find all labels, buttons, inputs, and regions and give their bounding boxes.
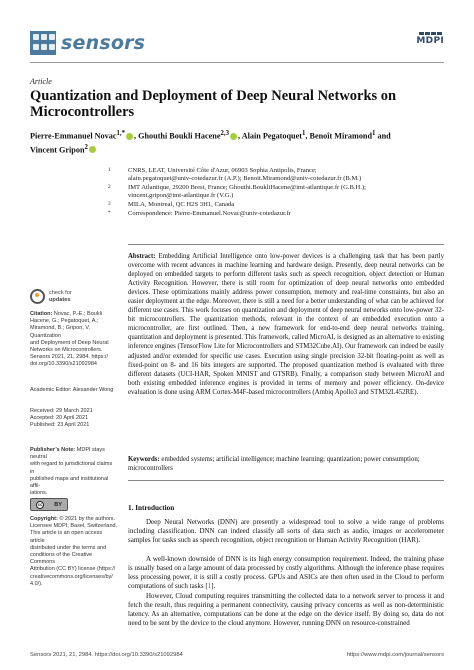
date-published: Published: 23 April 2021 [30, 422, 90, 429]
affiliation-number: 2 [108, 184, 111, 190]
copyright-block [30, 516, 118, 588]
copyright-line[interactable]: 4.0/). [30, 580, 43, 587]
keywords-label: Keywords: [128, 456, 160, 463]
date-received: Received: 29 March 2021 [30, 408, 93, 414]
affiliation-1 [108, 167, 444, 183]
publisher-note-label: Publisher’s Note: [30, 447, 76, 453]
affiliation-3 [108, 201, 444, 209]
publisher-note-line: published maps and institutional affil- [30, 475, 109, 490]
author-affiliation-mark: 1 [372, 130, 376, 137]
affiliation-line[interactable]: IMT Atlantique, 29200 Brest, France; Ghouthi.BoukliHacene@imt-atlantique.fr (G.B.H.); [128, 184, 366, 191]
cc-license-badge[interactable] [30, 498, 68, 511]
author-separator: , [305, 131, 310, 141]
publisher-name: MDPI [416, 36, 444, 46]
check-for-updates-badge[interactable] [30, 289, 72, 304]
citation-line: Networks on Microcontrollers. [30, 347, 103, 354]
author-affiliation-mark: 1,* [116, 130, 126, 137]
citation-line: and Deployment of Deep Neural [30, 339, 109, 346]
article-type: Article [30, 77, 52, 86]
author-list [30, 128, 444, 155]
author-name[interactable]: Ghouthi Boukli Hacene [138, 131, 221, 141]
intro-paragraph-1: Deep Neural Networks (DNN) are presently a widespread tool to solve a wide range of problems including classification. DNN can indeed classify all sorts of data such as audio, images or accelerometer samples for tasks such as speech recognition, object recognition or Human Activity Recognition (HAR). [128, 518, 444, 545]
citation-block [30, 311, 118, 369]
author-separator: , [134, 131, 139, 141]
journal-header [30, 28, 444, 62]
orcid-icon[interactable] [230, 133, 237, 140]
copyright-line: © 2021 by the authors. [59, 516, 116, 522]
copyright-line: Licensee MDPI, Basel, Switzerland. [30, 523, 118, 530]
author-and: and [377, 131, 391, 141]
affiliation-line[interactable]: vincent.gripon@imt-atlantique.fr (V.G.) [128, 192, 234, 199]
copyright-line: distributed under the terms and [30, 544, 107, 551]
article-title: Quantization and Deployment of Deep Neural Networks on Microcontrollers [30, 88, 397, 120]
section-title: 1. Introduction [128, 504, 175, 512]
abstract [128, 252, 444, 397]
author-affiliation-mark: 1 [301, 130, 306, 137]
abstract-label: Abstract: [128, 253, 156, 260]
affiliation-number: 1 [108, 167, 111, 173]
citation-line: Hacene, G.; Pegatoquet, A.; [30, 318, 99, 325]
paragraph-text: ]. [211, 582, 216, 591]
intro-paragraph-3: However, Cloud computing requires transmitting the collected data to a network server to process it and fetch the result, thus requiring a permanent connectivity, causing privacy concerns as well as non-deterministic latency. As an alternative, computations can be done at the edge on the device itself. By doing so, data do not need to be sent by the device to the cloud anymore. However, running DNN on resource-constrained [128, 592, 444, 628]
cc-icon: cc [37, 502, 43, 507]
intro-paragraph-2 [128, 555, 444, 591]
copyright-line: This article is an open access article [30, 530, 103, 544]
copyright-line[interactable]: creativecommons.org/licenses/by/ [30, 573, 113, 580]
reference-link[interactable]: 1 [207, 582, 212, 591]
author-name[interactable]: Vincent Gripon [30, 145, 85, 155]
footer-journal-link[interactable]: https://www.mdpi.com/journal/sensors [346, 652, 444, 658]
affiliation-line: MILA, Montreal, QC H2S 3H1, Canada [128, 201, 235, 208]
author-affiliation-mark: 2 [84, 143, 88, 151]
copyright-line: conditions of the Creative Commons [30, 552, 93, 566]
cc-by-label: BY [54, 501, 62, 508]
keywords-bottom-divider [128, 480, 444, 481]
citation-label: Citation: [30, 311, 53, 317]
journal-logo[interactable] [30, 31, 145, 55]
affiliation-2 [108, 184, 444, 200]
abstract-top-divider [128, 244, 444, 245]
check-for-updates-line: updates [49, 296, 71, 303]
citation-line[interactable]: doi.org/10.3390/s21092984 [30, 361, 97, 368]
citation-line[interactable]: Sensors 2021, 21, 2984. https:// [30, 354, 108, 361]
publisher-note [30, 447, 118, 497]
publisher-note-line: MDPI stays neutral [30, 447, 105, 461]
header-divider [30, 62, 444, 63]
affiliation-number: 3 [108, 201, 111, 207]
copyright-label: Copyright: [30, 516, 58, 522]
affiliation-correspondence [108, 210, 444, 218]
author-separator: , [238, 131, 242, 141]
journal-name: sensors [61, 32, 146, 54]
publisher-logo-icon [419, 32, 442, 35]
copyright-line[interactable]: Attribution (CC BY) license (https:// [30, 566, 116, 573]
keywords-text: embedded systems; artificial intelligence; machine learning; quantization; power consumption; microcontrollers [128, 456, 420, 473]
citation-line: Novac, P.-E.; Boukli [53, 311, 103, 317]
publisher-note-line: with regard to jurisdictional claims in [30, 461, 113, 475]
affiliation-number: * [108, 210, 111, 216]
publication-dates [30, 408, 118, 430]
affiliation-line[interactable]: Correspondence: Pierre-Emmanuel.Novac@univ-cotedazur.fr [128, 210, 291, 217]
academic-editor: Academic Editor: Alexander Wong [30, 387, 114, 393]
citation-line: Miramond, B.; Gripon, V. Quantization [30, 325, 91, 339]
author-name[interactable]: Pierre-Emmanuel Novac [30, 131, 117, 141]
footer-citation[interactable]: Sensors 2021, 21, 2984. https://doi.org/10.3390/s21092984 [30, 652, 183, 658]
affiliation-line: CNRS, LEAT, Université Côte d'Azur, 06903 Sophia Antipolis, France; [128, 167, 317, 174]
publisher-note-line: iations. [30, 490, 48, 497]
author-affiliation-mark: 2,3 [220, 130, 230, 137]
author-name[interactable]: Benoît Miramond [309, 131, 373, 141]
orcid-icon[interactable] [89, 146, 96, 153]
abstract-text: Embedding Artificial Intelligence onto low-power devices is a challenging task that has been partly overcome with recent advances in machine learning and hardware design. Presently, deep neural networks can be deployed on embedded targets to perform different tasks such as speech recognition, object detection or Human Activity Recognition. However, there is still room for optimization of deep neural networks onto embedded devices. These optimizations mainly address power consumption, memory and real-time constraints, but also an easier deployment at the edge. Moreover, there is still a need for a better understanding of what can be achieved for different use cases. This work focuses on quantization and deployment of deep neural networks onto low-power 32-bit microcontrollers. The quantization methods, relevant in the context of an embedded execution onto a microcontroller, are first outlined. Then, a new framework for end-to-end deep neural networks training, quantization and deployment is presented. This framework, called MicroAI, is designed as an alternative to existing inference engines (TensorFlow Lite for Microcontrollers and STM32Cube.AI). Our framework can indeed be easily adjusted and/or extended for specific use cases. Execution using single precision 32-bit floating-point as well as fixed-point on 8- and 16 bits integers are supported. The proposed quantization method is evaluated with three different datasets (UCI-HAR, Spoken MNIST and GTSRB). Finally, a comparison study between MicroAI and both existing embedded inference engines is provided in terms of memory and power efficiency. On-device evaluation is done using ARM Cortex-M4F-based microcontrollers (Ambiq Apollo3 and STM32L452RE). [128, 253, 444, 396]
affiliation-line[interactable]: alain.pegatoquet@univ-cotedazur.fr (A.P.); Benoit.Miramond@univ-cotedazur.fr (B.M.) [128, 175, 362, 182]
date-accepted: Accepted: 20 April 2021 [30, 415, 89, 422]
orcid-icon[interactable] [126, 133, 133, 140]
journal-logo-icon [30, 31, 56, 55]
check-for-updates-line: check for [49, 290, 72, 296]
author-name[interactable]: Alain Pegatoquet [241, 131, 302, 141]
paragraph-text: A well-known downside of DNN is its high energy consumption requirement. Indeed, the training phase is usually based on a large amount of data processed by costly algorithms. Although the inference phase requires less processing power, it is still a costly process. GPUs and ASICs are then often used in the Cloud to perform computations of such tasks [ [128, 555, 444, 591]
keywords [128, 455, 444, 473]
publisher-logo[interactable] [416, 32, 444, 46]
check-for-updates-icon [30, 289, 45, 304]
